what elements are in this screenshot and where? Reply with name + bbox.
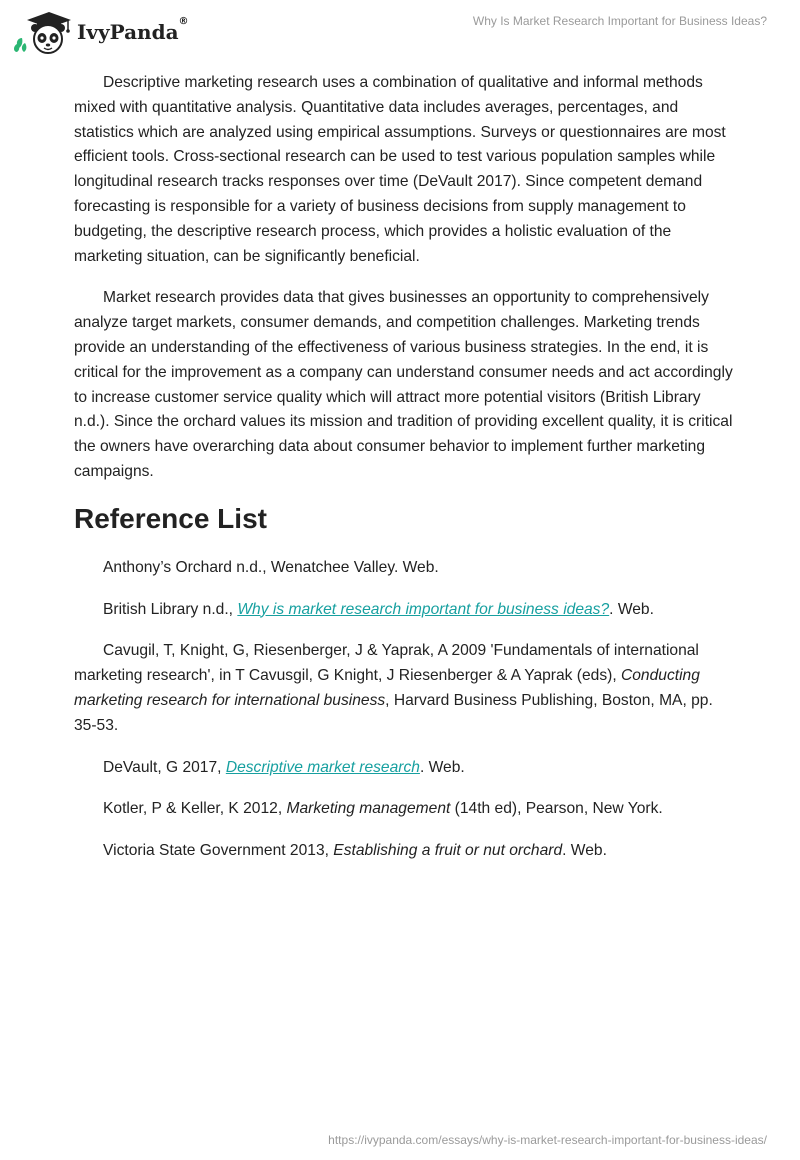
footer-source-url: https://ivypanda.com/essays/why-is-market-research-important-for-business-ideas/	[328, 1133, 767, 1147]
reference-item: Kotler, P & Keller, K 2012, Marketing management (14th ed), Pearson, New York.	[103, 800, 663, 818]
page-header	[0, 0, 800, 60]
body-paragraph: Market research provides data that gives businesses an opportunity to comprehensively analyze target markets, consumer demands, and competition challenges. Marketing trends provide an understanding of the effectiveness of various business strategies. In the end, it is critical for the improvement as a company can understand consumer needs and act accordingly to increase customer service quality which will attract more potential visitors (British Library n.d.). Since the orchard values its mission and tradition of providing excellent quality, it is critical the owners have overarching data about consumer behavior to implement further marketing campaigns.	[74, 289, 733, 480]
essay-content	[74, 71, 734, 881]
reference-link[interactable]: Why is market research important for business ideas?	[237, 600, 610, 618]
page-header-title: Why Is Market Research Important for Business Ideas?	[472, 14, 767, 28]
reference-item: DeVault, G 2017, Descriptive market research. Web.	[103, 758, 465, 776]
reference-item: Victoria State Government 2013, Establishing a fruit or nut orchard. Web.	[103, 842, 607, 860]
body-paragraph: Descriptive marketing research uses a combination of qualitative and informal methods mixed with quantitative analysis. Quantitative data includes averages, percentages, and statistics which are analyzed using empirical assumptions. Surveys or questionnaires are most efficient tools. Cross-sectional research can be used to test various population samples while longitudinal research tracks responses over time (DeVault 2017). Since competent demand forecasting is responsible for a variety of business decisions from supply management to budgeting, the descriptive research process, which provides a holistic evaluation of the marketing situation, can be significantly beneficial.	[74, 74, 726, 265]
reference-list-heading: Reference List	[74, 502, 267, 534]
reference-item: Cavugil, T, Knight, G, Riesenberger, J & Yaprak, A 2009 'Fundamentals of international marketing research', in T Cavusgil, G Knight, J Riesenberger & A Yaprak (eds), Conducting marketing research for international business, Harvard Business Publishing, Boston, MA, pp. 35-53.	[74, 642, 713, 734]
reference-link[interactable]: Descriptive market research	[225, 758, 420, 776]
panda-mascot-icon	[13, 8, 73, 56]
reference-item: British Library n.d., Why is market research important for business ideas?. Web.	[103, 600, 654, 618]
ivypanda-logo[interactable]	[13, 8, 189, 56]
reference-item: Anthony’s Orchard n.d., Wenatchee Valley. Web.	[103, 558, 439, 576]
logo-wordmark: IvyPanda®	[77, 16, 189, 44]
